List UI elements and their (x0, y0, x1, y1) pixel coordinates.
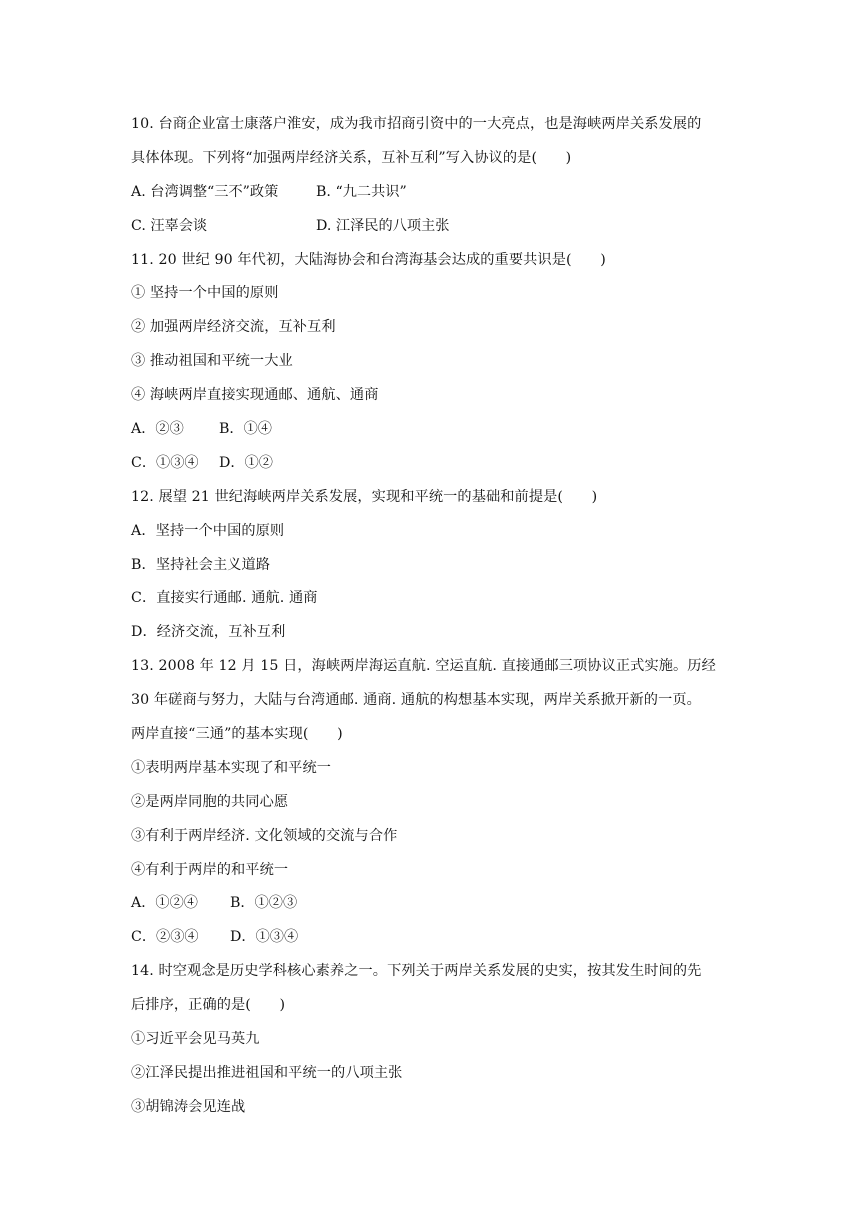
q14-item-1: ①习近平会见马英九 (131, 1031, 260, 1048)
q11-option-b: B．①④ (219, 421, 272, 438)
q12-stem: 12. 展望 21 世纪海峡两岸关系发展，实现和平统一的基础和前提是( ) (131, 488, 598, 505)
q13-options-row2 (131, 921, 741, 955)
q13-item-4: ④有利于两岸的和平统一 (131, 861, 289, 878)
q14-item-2: ②江泽民提出推进祖国和平统一的八项主张 (131, 1064, 403, 1081)
q10-stem-line2: 具体体现。下列将“加强两岸经济关系，互补互利”写入协议的是( ) (131, 149, 572, 166)
question-content (131, 108, 741, 1125)
q13-stem-line2: 30 年磋商与努力，大陆与台湾通邮. 通商. 通航的构想基本实现，两岸关系掀开新的一页。 (131, 692, 701, 709)
q13-item-1: ①表明两岸基本实现了和平统一 (131, 759, 332, 776)
q13-item-2: ②是两岸同胞的共同心愿 (131, 793, 289, 810)
q13-option-b: B．①②③ (230, 895, 298, 912)
q11-item-4: ④ 海峡两岸直接实现通邮、通航、通商 (131, 387, 379, 404)
q13-stem-line1: 13. 2008 年 12 月 15 日，海峡两岸海运直航. 空运直航. 直接通邮三项协议正式实施。历经 (131, 658, 716, 675)
q11-stem: 11. 20 世纪 90 年代初，大陆海协会和台湾海基会达成的重要共识是( ) (131, 251, 606, 268)
q14-item-3: ③胡锦涛会见连战 (131, 1098, 246, 1115)
q11-options-row1 (131, 413, 741, 447)
q13-option-c: C．②③④ (131, 929, 199, 946)
q10-options-row2 (131, 210, 741, 244)
q11-item-2: ② 加强两岸经济交流，互补互利 (131, 319, 336, 336)
q12-option-b: B．坚持社会主义道路 (131, 556, 271, 573)
q11-item-3: ③ 推动祖国和平统一大业 (131, 353, 293, 370)
q10-option-a: A. 台湾调整“三不”政策 (131, 183, 279, 200)
q14-stem-line2: 后排序，正确的是( ) (131, 997, 286, 1014)
q11-option-c: C．①③④ (131, 454, 199, 471)
q10-option-d: D. 江泽民的八项主张 (316, 217, 450, 234)
q13-stem-line3: 两岸直接“三通”的基本实现( ) (131, 726, 343, 743)
q11-option-d: D．①② (219, 454, 273, 471)
q11-options-row2 (131, 447, 741, 481)
q13-option-d: D．①③④ (230, 929, 299, 946)
q11-item-1: ① 坚持一个中国的原则 (131, 285, 279, 302)
q10-option-c: C. 汪辜会谈 (131, 217, 208, 234)
q11-option-a: A．②③ (131, 421, 184, 438)
q12-option-a: A．坚持一个中国的原则 (131, 522, 285, 539)
q13-option-a: A．①②④ (131, 895, 198, 912)
q13-options-row1 (131, 887, 741, 921)
q14-stem-line1: 14. 时空观念是历史学科核心素养之一。下列关于两岸关系发展的史实，按其发生时间的先 (131, 963, 702, 980)
q12-option-d: D．经济交流，互补互利 (131, 624, 286, 641)
q13-item-3: ③有利于两岸经济. 文化领域的交流与合作 (131, 827, 398, 844)
q10-option-b: B. “九二共识” (316, 183, 407, 200)
q10-options-row1 (131, 176, 741, 210)
q10-stem-line1: 10. 台商企业富士康落户淮安，成为我市招商引资中的一大亮点，也是海峡两岸关系发展的 (131, 116, 702, 132)
q12-option-c: C．直接实行通邮. 通航. 通商 (131, 590, 318, 607)
